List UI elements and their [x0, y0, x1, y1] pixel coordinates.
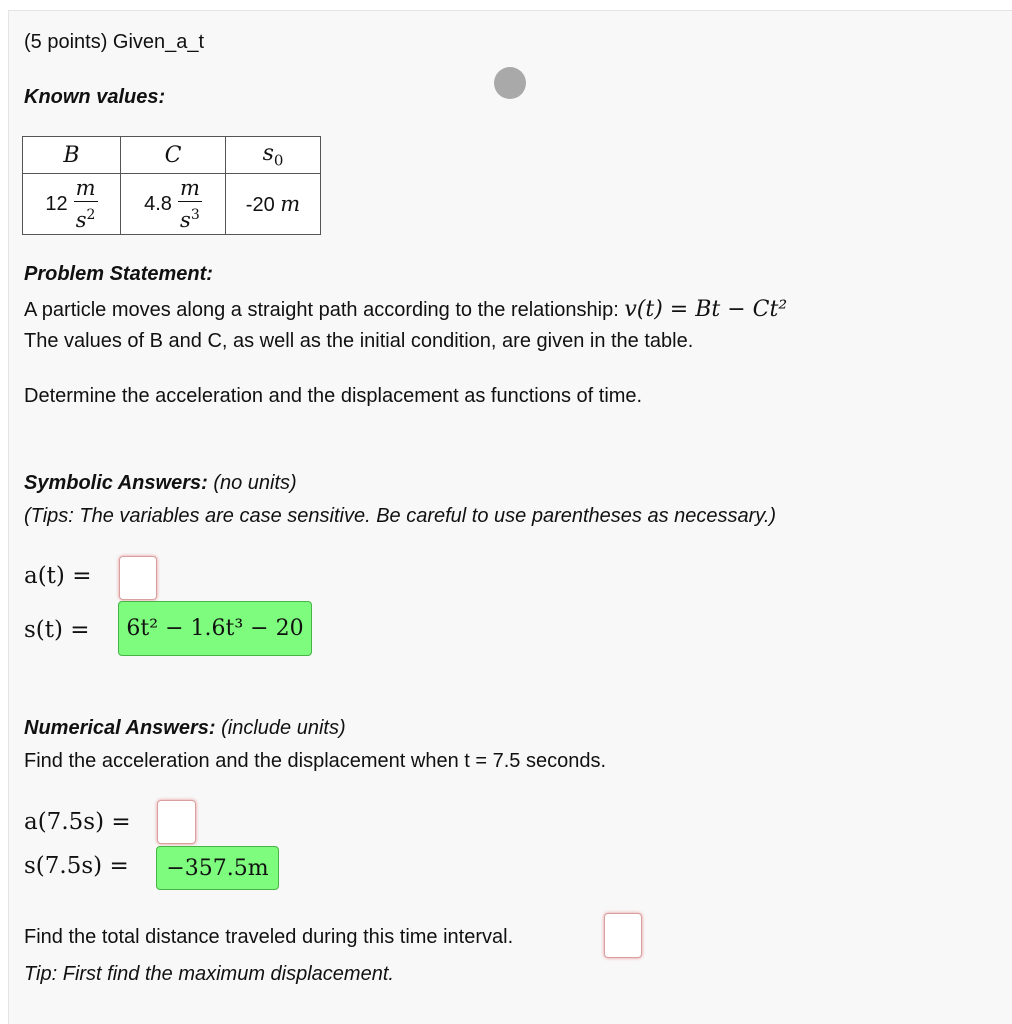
b-unit: $\frac{m}{s^2}$: [75, 175, 96, 232]
numerical-heading-line: [24, 717, 346, 740]
symbolic-heading: Symbolic Answers:: [24, 472, 208, 494]
s-t-label: s(t) =: [24, 617, 90, 643]
question-title: (5 points) Given_a_t: [24, 31, 205, 53]
symbolic-heading-line: [24, 472, 297, 495]
distance-tip: Tip: First find the maximum displacement.: [24, 963, 394, 985]
problem-line-3: Determine the acceleration and the displacement as functions of time.: [24, 385, 643, 407]
col-header-s0: $s_0$: [226, 137, 321, 174]
symbolic-tip: (Tips: The variables are case sensitive. Be careful to use parentheses as necessary.): [24, 505, 777, 527]
col-header-c: C: [121, 137, 226, 174]
s0-value: -20: [245, 193, 275, 216]
loading-indicator: [494, 67, 526, 99]
known-values-heading: Known values:: [24, 86, 166, 108]
cell-s0: [226, 174, 321, 235]
s-t-input[interactable]: 6t² − 1.6t³ − 20: [118, 601, 312, 656]
numerical-note: (include units): [221, 717, 346, 739]
cell-c: [121, 174, 226, 235]
symbolic-note: (no units): [213, 472, 297, 494]
problem-line-1: A particle moves along a straight path according to the relationship: v(t) = Bt − Ct²: [24, 297, 788, 322]
known-values-table: [22, 136, 321, 235]
b-value: 12: [45, 192, 68, 215]
c-unit: $\frac{m}{s^3}$: [179, 175, 200, 232]
col-header-b: B: [23, 137, 121, 174]
distance-prompt: Find the total distance traveled during this time interval.: [24, 926, 514, 948]
s0-unit: m: [280, 191, 301, 216]
numerical-prompt: Find the acceleration and the displacement when t = 7.5 seconds.: [24, 750, 607, 772]
s-75-label: s(7.5s) =: [24, 853, 129, 879]
problem-line-2: The values of B and C, as well as the initial condition, are given in the table.: [24, 330, 694, 352]
c-value: 4.8: [144, 192, 172, 215]
velocity-equation: v(t) = Bt − Ct²: [624, 297, 788, 322]
problem-heading: Problem Statement:: [24, 263, 213, 285]
s-75-input[interactable]: −357.5m: [156, 846, 279, 890]
a-t-input[interactable]: [119, 556, 157, 600]
a-75-input[interactable]: [157, 800, 196, 844]
cell-b: [23, 174, 121, 235]
distance-input[interactable]: [604, 913, 642, 958]
numerical-heading: Numerical Answers:: [24, 717, 216, 739]
a-t-label: a(t) =: [24, 563, 92, 589]
a-75-label: a(7.5s) =: [24, 809, 131, 835]
